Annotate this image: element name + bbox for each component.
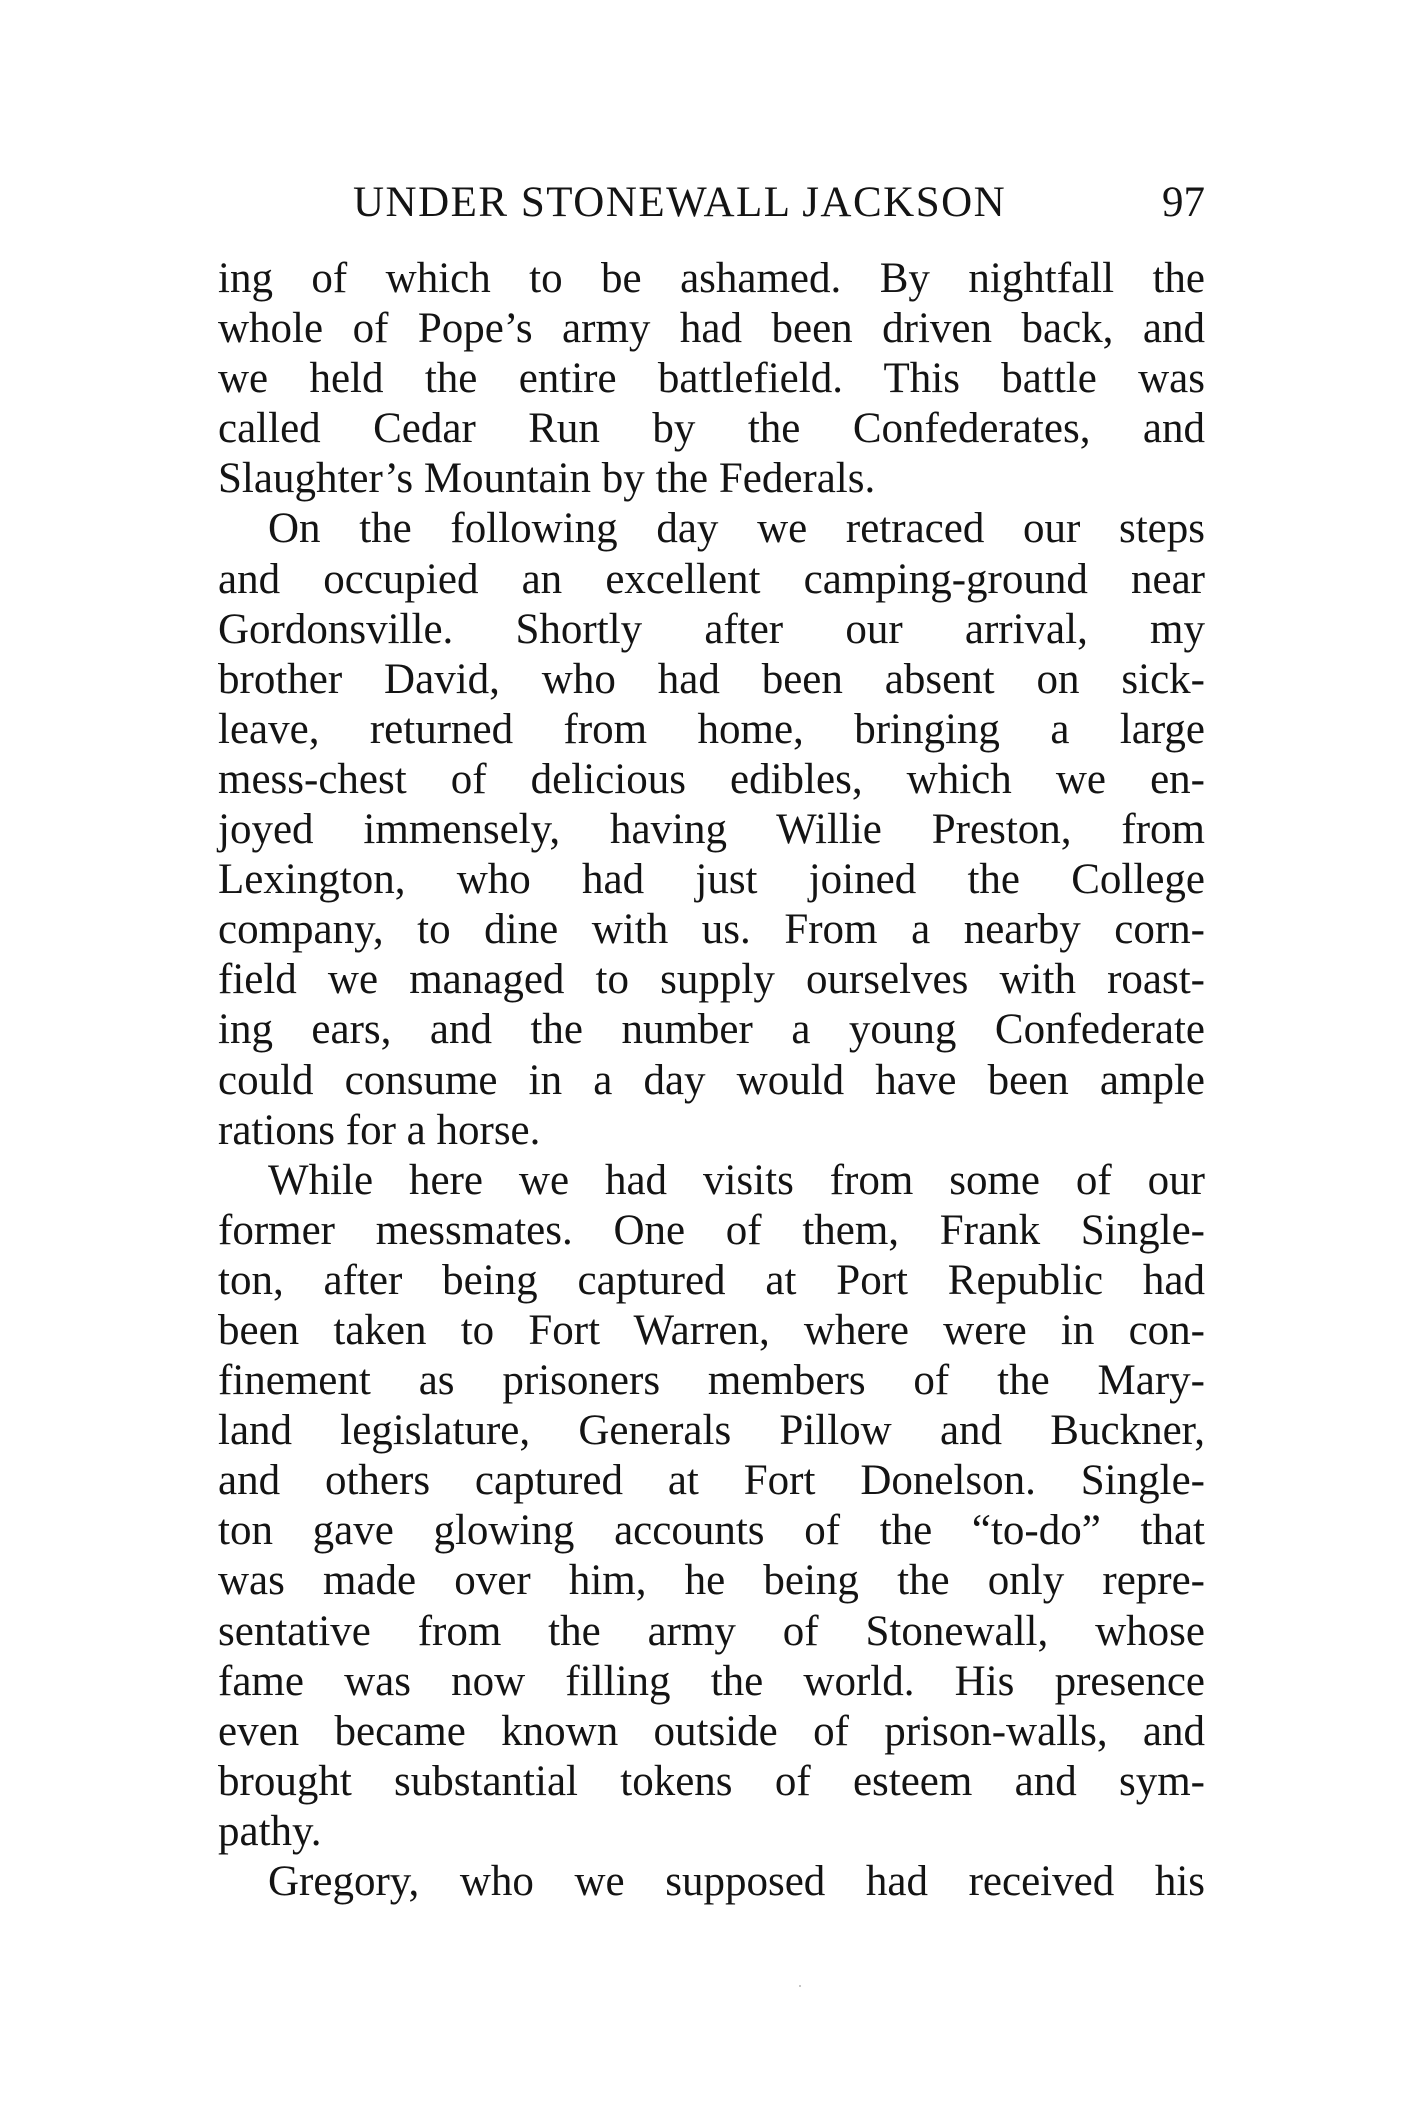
paragraph-start-line: On the following day we retraced our steps	[268, 505, 1205, 553]
text-line: was made over him, he being the only repre-	[218, 1557, 1205, 1605]
running-head	[218, 168, 1205, 238]
text-line: fame was now filling the world. His presence	[218, 1657, 1205, 1705]
print-speck	[799, 1985, 801, 1987]
body-text	[218, 254, 1205, 1907]
text-line: field we managed to supply ourselves with roast-	[218, 956, 1205, 1004]
text-line: we held the entire battlefield. This battle was	[218, 355, 1205, 403]
paragraph-start-line: While here we had visits from some of our	[268, 1156, 1205, 1204]
text-line: ing of which to be ashamed. By nightfall the	[218, 255, 1205, 302]
text-line: ton gave glowing accounts of the “to-do” that	[218, 1507, 1205, 1555]
text-line: sentative from the army of Stonewall, whose	[218, 1607, 1205, 1655]
text-line: called Cedar Run by the Confederates, and	[218, 405, 1205, 453]
text-line: Gordonsville. Shortly after our arrival, my	[218, 605, 1205, 653]
paragraph-start-line: Gregory, who we supposed had received his	[268, 1858, 1205, 1905]
text-line: could consume in a day would have been ample	[218, 1056, 1205, 1104]
text-line: pathy.	[218, 1807, 322, 1855]
text-line: ton, after being captured at Port Republic had	[218, 1256, 1205, 1304]
text-line: finement as prisoners members of the Mary-	[218, 1357, 1205, 1405]
text-line: brother David, who had been absent on sick-	[218, 655, 1205, 703]
running-title: UNDER STONEWALL JACKSON	[353, 179, 1007, 226]
text-line: and others captured at Fort Donelson. Single-	[218, 1457, 1205, 1505]
text-line: whole of Pope’s army had been driven back, and	[218, 305, 1205, 353]
text-line: been taken to Fort Warren, where were in con-	[218, 1306, 1205, 1354]
text-line: leave, returned from home, bringing a large	[218, 705, 1205, 753]
text-line: Lexington, who had just joined the College	[218, 856, 1205, 904]
text-line: mess-chest of delicious edibles, which we en-	[218, 755, 1205, 803]
text-line: even became known outside of prison-walls, and	[218, 1707, 1205, 1755]
text-line: and occupied an excellent camping-ground near	[218, 555, 1205, 603]
text-line: former messmates. One of them, Frank Single-	[218, 1206, 1205, 1254]
text-line: land legislature, Generals Pillow and Buckner,	[218, 1407, 1205, 1455]
text-line: ing ears, and the number a young Confederate	[218, 1006, 1205, 1054]
text-line: company, to dine with us. From a nearby corn-	[218, 906, 1205, 954]
text-line: Slaughter’s Mountain by the Federals.	[218, 455, 876, 503]
text-line: joyed immensely, having Willie Preston, from	[218, 806, 1205, 854]
text-line: brought substantial tokens of esteem and sym-	[218, 1757, 1205, 1805]
text-line: rations for a horse.	[218, 1106, 541, 1154]
page-number: 97	[1162, 179, 1205, 226]
